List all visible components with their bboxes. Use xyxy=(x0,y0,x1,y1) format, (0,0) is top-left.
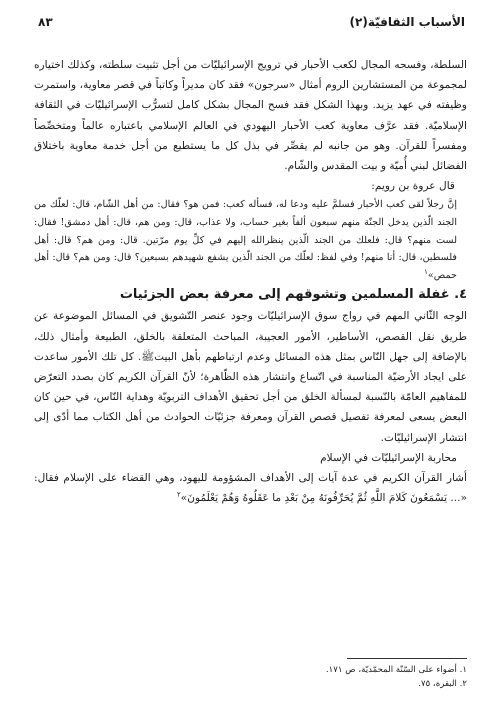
quote-block xyxy=(34,196,467,284)
running-title: الأسباب الثقافيّة(٢) xyxy=(349,15,465,29)
footnote-2: ٢. البقرة، ٧٥. xyxy=(418,679,467,689)
quote-text: إنَّ رجلاً لقى كعب الأحبار فسلمَّ عليه ودعا له، فسأله كعب: فمن هو؟ فقال: من أهل الشّام، قال: لعلّك من الجند الّذين يدخل الجنّة منهم سبعون ألفاً بغير حساب، ولا عذاب، قال: ومن هم، قال: أهل دمشق! فقال: لست منهم؟ قال: فلعلك من الجند الّذين ينظرالله إليهم في كلِّ يوم مرّتين. قال: ومن هم؟ قال: أهل فلسطين، قال: أنا منهم! وفي لفظ: لعلّك من الجند الّذين يشفع شهيدهم بسبعين؟ قال: ومن هم؟ قال: أهل حمص» xyxy=(34,199,457,281)
paragraph-1: السلطة، وفسحه المجال لكعب الأحبار في ترويج الإسرائيليّات من أجل تثبيت سلطته، وكذلك اختياره لمجموعة من المستشارين الروم أمثال «سرجون» فقد كان مديراً وكاتباً في قصر معاوية، واستمرت وظيفته في عهد يزيد. وبهذا الشكل فقد فسح المجال بشكل كامل لتسرُّب الإسرائيليّات في الثقافة الإسلاميّة. فقد عرَّف معاوية كعب الأحبار اليهودي في العالم الإسلامي باعتباره عالماً ومتخصِّصاً ومفسراً للقرآن. وهو من جانبه لم يقصِّر في بذل كل ما يستطيع من أجل خدمة معاوية باختلاق الفضائل لبني أُميّة و بيت المقدس والشّام. xyxy=(34,59,467,173)
page-header xyxy=(38,10,465,34)
paragraph-3 xyxy=(34,468,467,508)
subsection-heading: محاربة الإسرائيليّات في الإسلام xyxy=(320,451,457,464)
footnote-marker-2[interactable]: ٢ xyxy=(176,490,181,499)
section-heading: ٤. غفلة المسلمين وتشوقهم إلى معرفة بعض الجزئيات xyxy=(119,287,467,303)
paragraph-2: الوجه الثّاني المهم في رواج سوق الإسرائيليّات وجود عنصر التّشويق في المسائل الموضوعة عن طريق نقل القصص، الأساطير، الأمور العجيبة، المباحث المتعلقة بالخلق، الطبيعة وأمثال ذلك، بالإضافة إلى جهل النّاس بمثل هذه المسائل وعدم ارتباطهم بأهل البيتﷺ. كل تلك الأمور ساعدت على ايجاد الأرضيّة المناسبة في اتّساع وانتشار هذه الظّاهرة؛ لأنّ القرآن الكريم كان بصدد التعرّض للمفاهيم العامّة بالنّسبة لمسألة الخلق من أجل تحقيق الأهداف التربويّة وهداية النّاس، في حين كان البعض يسعى لمعرفة تفصيل قصص القرآن ومعرفة جزئيّات الحوادث من أهل الكتاب مما أدّى إلى انتشار الإسرائيليّات. xyxy=(34,310,467,444)
footnote-marker-1[interactable]: ١ xyxy=(424,267,428,276)
footnotes xyxy=(34,663,467,691)
page-body xyxy=(34,55,467,508)
page-number: ٨٣ xyxy=(38,15,53,29)
quote-attribution: قال عروة بن رويم: xyxy=(371,180,455,193)
footnote-divider xyxy=(347,658,467,659)
footnote-1: ١. أضواء على السّنّة المحمّديّة، ص ١٧١. xyxy=(325,665,467,675)
paragraph-3-text: أشار القرآن الكريم في عدة آيات إلى الأهداف المشؤومة لليهود، وهي القضاء على الإسلام فقال: «... يَسْمَعُونَ كَلامَ اللَّهِ ثُمَّ يُحَرِّفُونَهُ مِنْ بَعْدِ ما عَقَلُوهُ وَهُمْ يَعْلَمُونَ» xyxy=(34,472,467,505)
